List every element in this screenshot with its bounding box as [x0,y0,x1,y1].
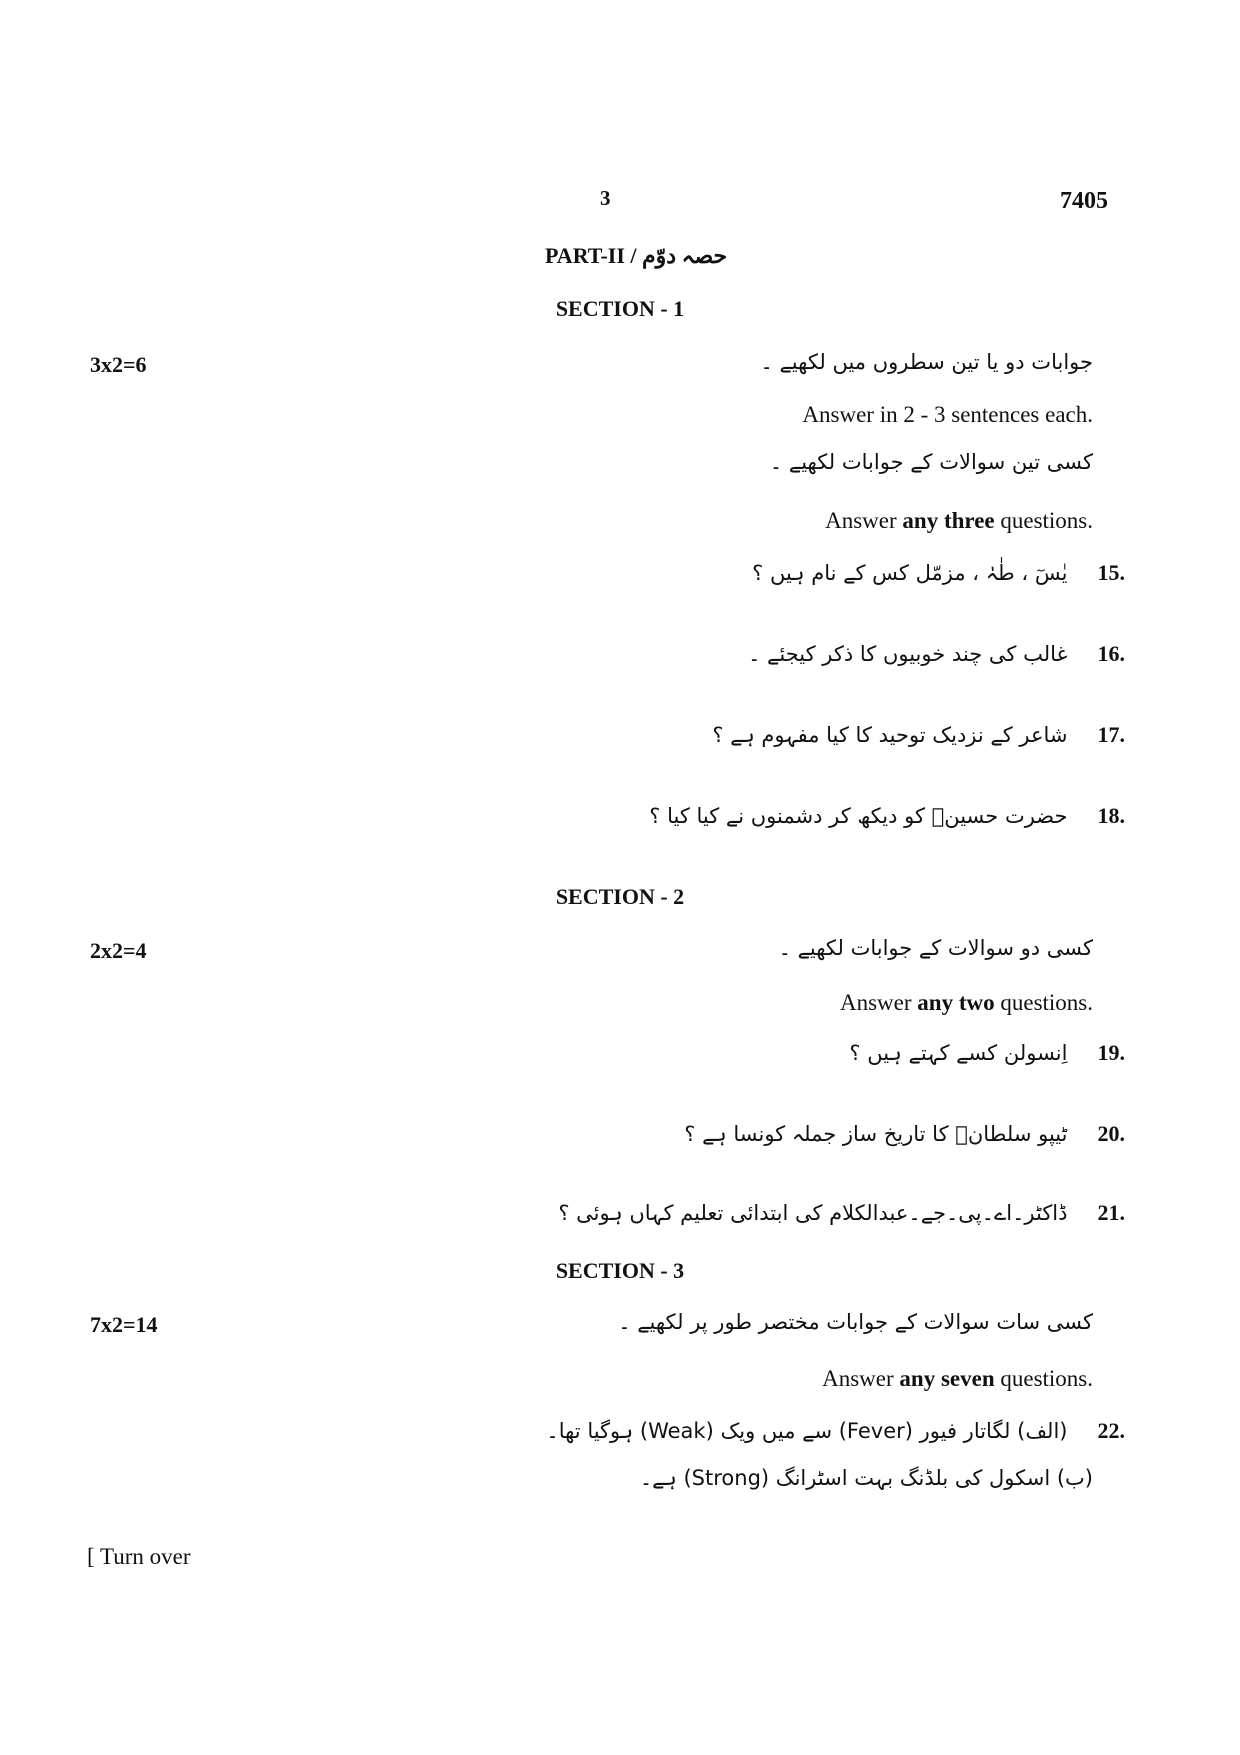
question-text: غالب کی چند خوبیوں کا ذکر کیجئے ۔ [748,642,1068,666]
section-2-urdu-instruction: کسی دو سوالات کے جوابات لکھیے ۔ [778,936,1093,960]
paper-code: 7405 [1060,188,1108,214]
question-17 [712,722,1125,748]
section-1-urdu-instruction: جوابات دو یا تین سطروں میں لکھیے ۔ [760,350,1093,374]
question-20 [684,1121,1125,1147]
section-1-urdu-instruction-2: کسی تین سوالات کے جوابات لکھیے ۔ [769,450,1093,474]
question-number: 15. [1097,560,1125,585]
question-text: شاعر کے نزدیک توحید کا کیا مفہوم ہے ؟ [712,723,1068,747]
question-15 [752,560,1125,586]
question-text: حضرت حسینؓ کو دیکھ کر دشمنوں نے کیا کیا ؟ [649,804,1068,828]
section-1-answer-line: Answer any three questions. [825,508,1093,533]
section-3-title: SECTION - 3 [555,1258,685,1283]
question-21 [558,1200,1125,1226]
section-3-urdu-instruction: کسی سات سوالات کے جوابات مختصر طور پر لکھیے ۔ [618,1310,1093,1334]
question-number: 22. [1097,1418,1125,1443]
question-16 [748,641,1125,667]
section-3-marks: 7x2=14 [90,1312,158,1337]
question-text: ٹیپو سلطانؒ کا تاریخ ساز جملہ کونسا ہے ؟ [684,1122,1068,1146]
section-1-english-instruction: Answer in 2 - 3 sentences each. [802,402,1093,427]
section-3-answer-line: Answer any seven questions. [822,1366,1093,1391]
question-22 [546,1418,1125,1444]
section-2-answer-line: Answer any two questions. [840,990,1093,1015]
section-2-title: SECTION - 2 [555,884,685,909]
turn-over-note: [ Turn over [87,1544,191,1569]
section-1-title: SECTION - 1 [555,296,685,321]
question-text: اِنسولن کسے کہتے ہیں ؟ [849,1041,1068,1065]
page-number: 3 [600,186,611,210]
part-title: PART-II / حصہ دوّم [545,243,728,268]
question-number: 16. [1097,641,1125,666]
question-text: یٰسٓ ، طٰہٰ ، مزمّل کس کے نام ہیں ؟ [752,561,1068,585]
question-number: 17. [1097,722,1125,747]
question-22-sub-b: (ب) اسکول کی بلڈنگ بہت اسٹرانگ (Strong) ہے۔ [639,1466,1093,1490]
question-number: 20. [1097,1121,1125,1146]
question-18 [649,803,1125,829]
question-number: 21. [1097,1200,1125,1225]
question-number: 19. [1097,1040,1125,1065]
section-2-marks: 2x2=4 [90,938,147,963]
question-number: 18. [1097,803,1125,828]
question-text: (الف) لگاتار فیور (Fever) سے میں ویک (Weak) ہوگیا تھا۔ [546,1419,1068,1443]
question-text: ڈاکٹر۔اے۔پی۔جے۔عبدالکلام کی ابتدائی تعلیم کہاں ہوئی ؟ [558,1201,1068,1225]
section-1-marks: 3x2=6 [90,352,147,377]
question-19 [849,1040,1125,1066]
